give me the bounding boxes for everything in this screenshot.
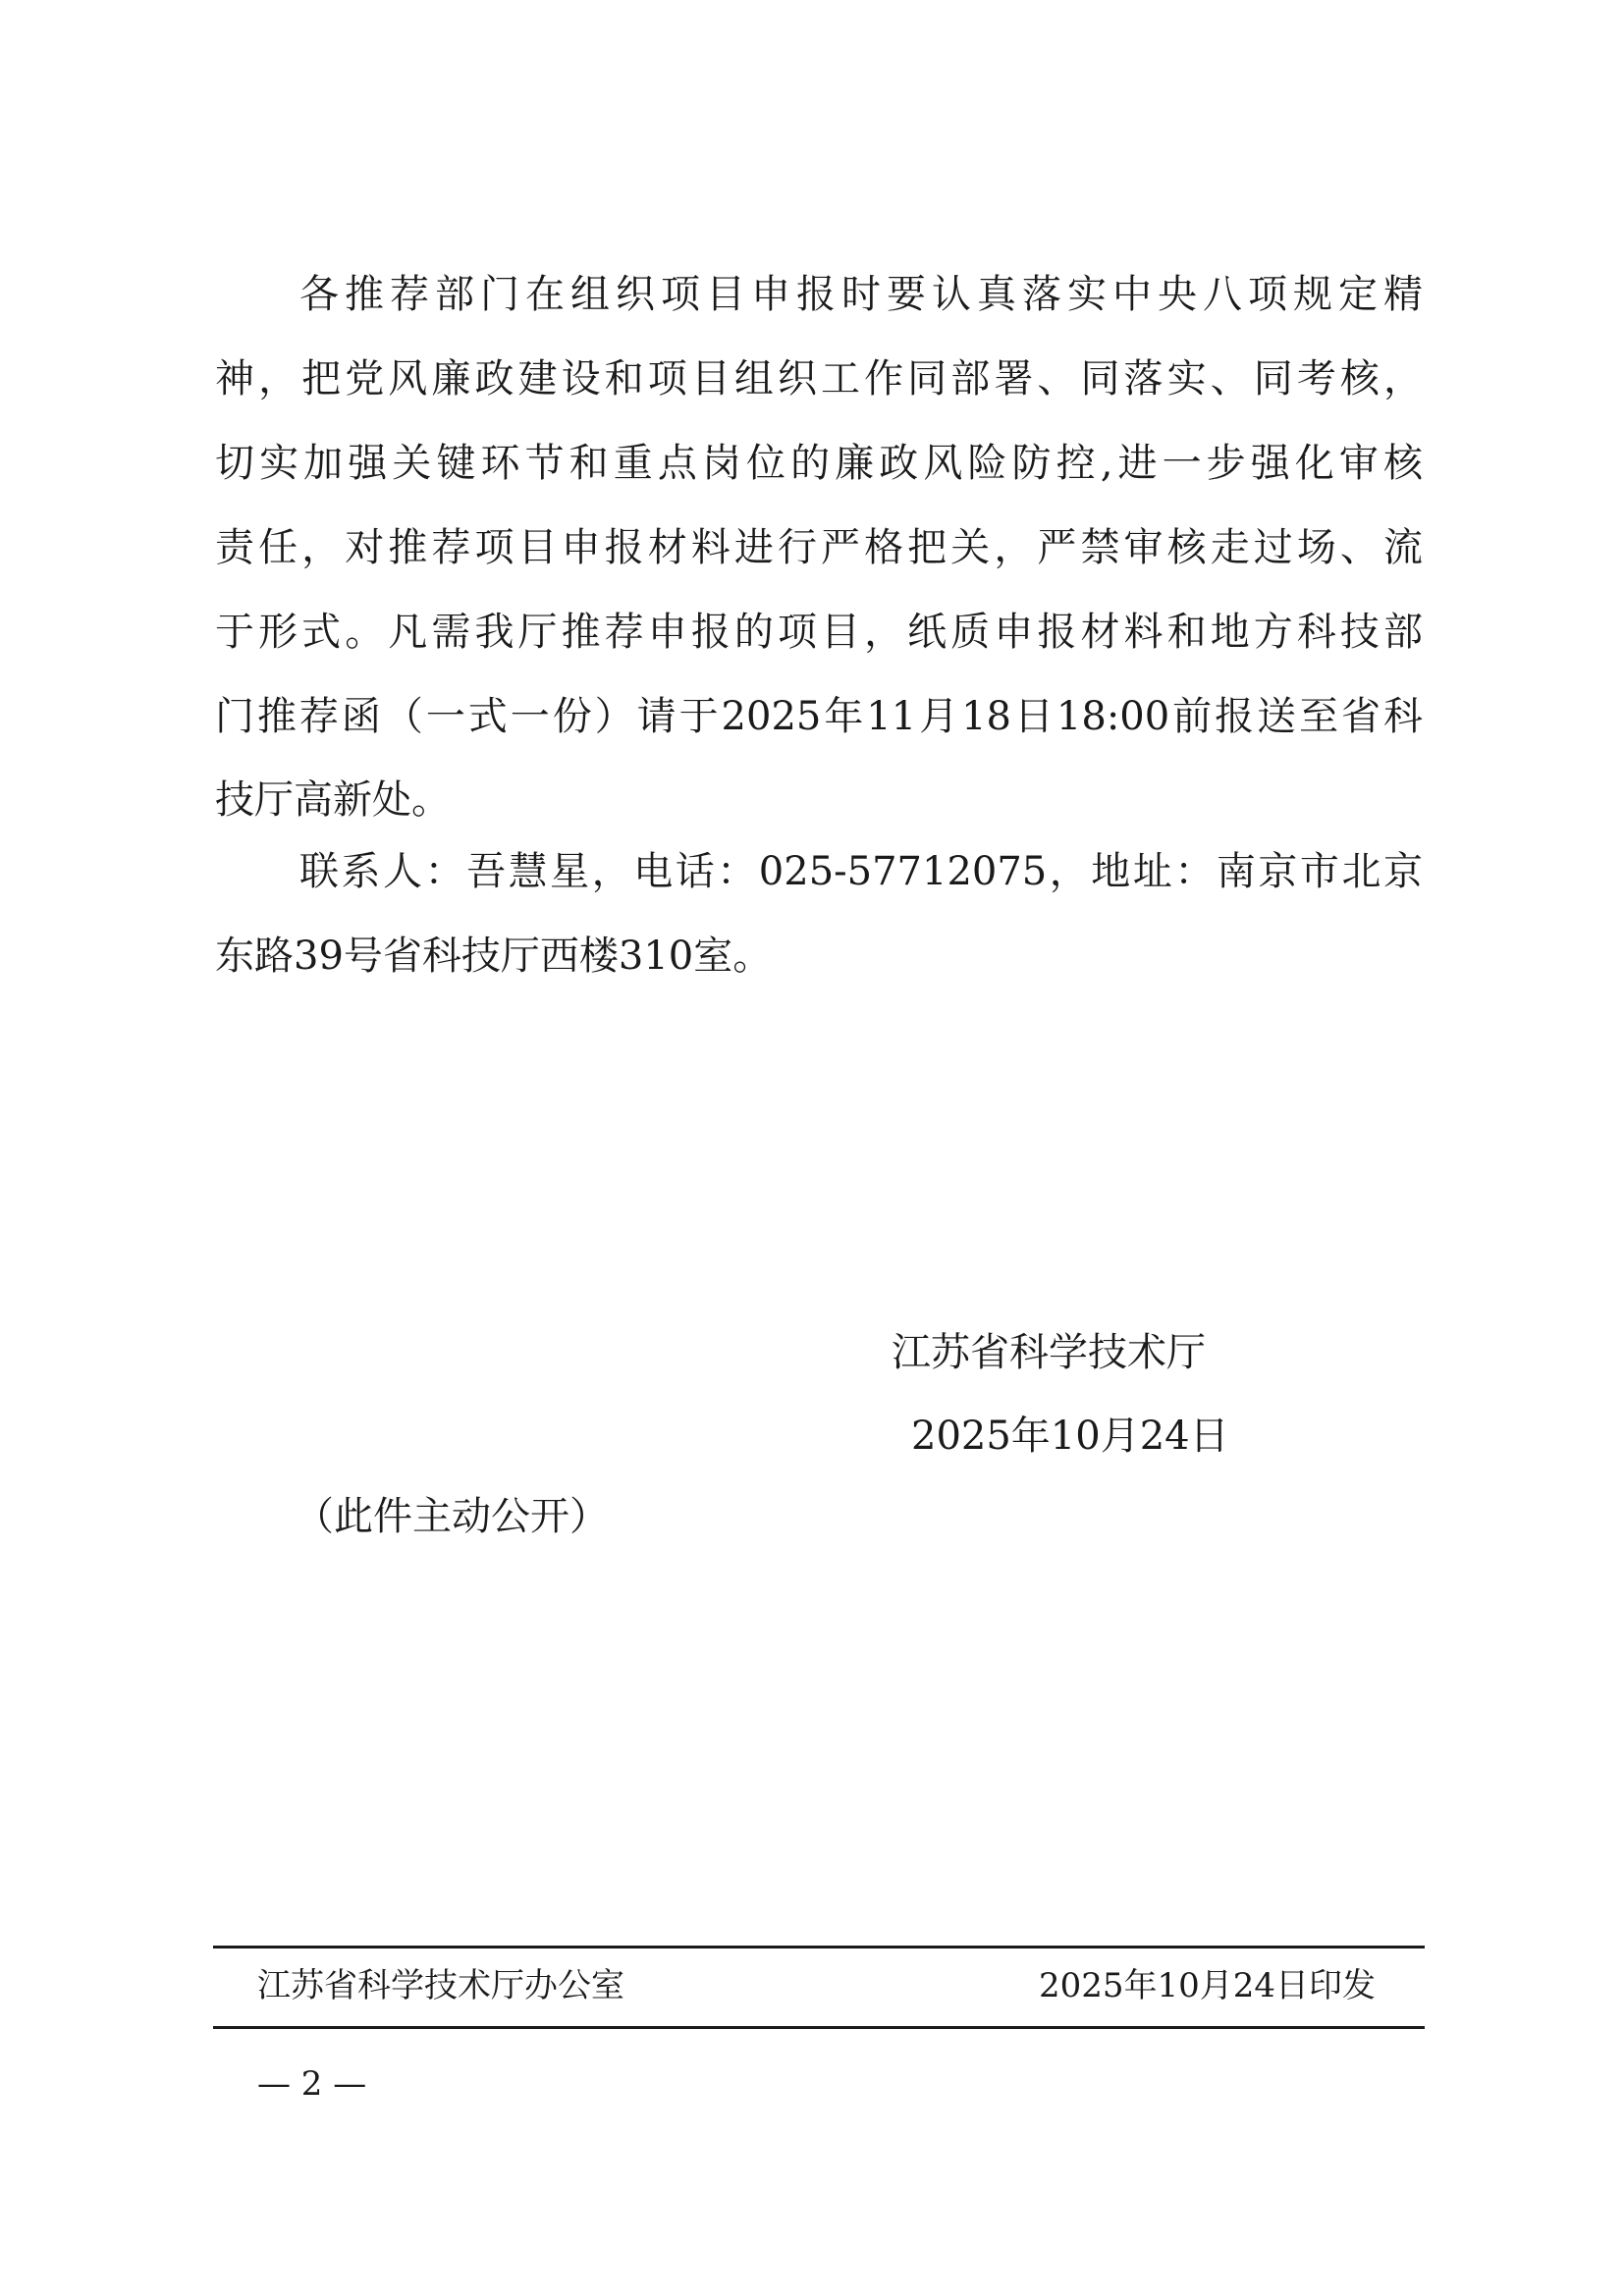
paragraph-1-line-7: 技厅高新处。	[215, 777, 451, 823]
disclosure-note: （此件主动公开）	[295, 1494, 609, 1539]
footer-issue-date: 2025年10月24日印发	[1039, 1966, 1377, 2005]
paragraph-1-line-4: 责任，对推荐项目申报材料进行严格把关，严禁审核走过场、流	[215, 525, 1423, 570]
contact-line-2: 东路39号省科技厅西楼310室。	[215, 934, 773, 979]
paragraph-1-line-2: 神，把党风廉政建设和项目组织工作同部署、同落实、同考核，	[215, 356, 1423, 401]
page-number: — 2 —	[257, 2064, 367, 2104]
footer-issuer: 江苏省科学技术厅办公室	[257, 1966, 624, 2005]
paragraph-1-line-5: 于形式。凡需我厅推荐申报的项目，纸质申报材料和地方科技部	[215, 610, 1423, 655]
footer-top-rule	[213, 1946, 1425, 1949]
footer-bottom-rule	[213, 2026, 1425, 2029]
signature-organization: 江苏省科学技术厅	[892, 1330, 1206, 1375]
contact-line-1: 联系人：吾慧星，电话：025-57712075，地址：南京市北京	[299, 849, 1423, 894]
paragraph-1-line-3: 切实加强关键环节和重点岗位的廉政风险防控,进一步强化审核	[215, 441, 1423, 486]
signature-date: 2025年10月24日	[911, 1414, 1229, 1459]
paragraph-1-line-1: 各推荐部门在组织项目申报时要认真落实中央八项规定精	[299, 272, 1423, 317]
paragraph-1-line-6: 门推荐函（一式一份）请于2025年11月18日18:00前报送至省科	[215, 694, 1423, 739]
